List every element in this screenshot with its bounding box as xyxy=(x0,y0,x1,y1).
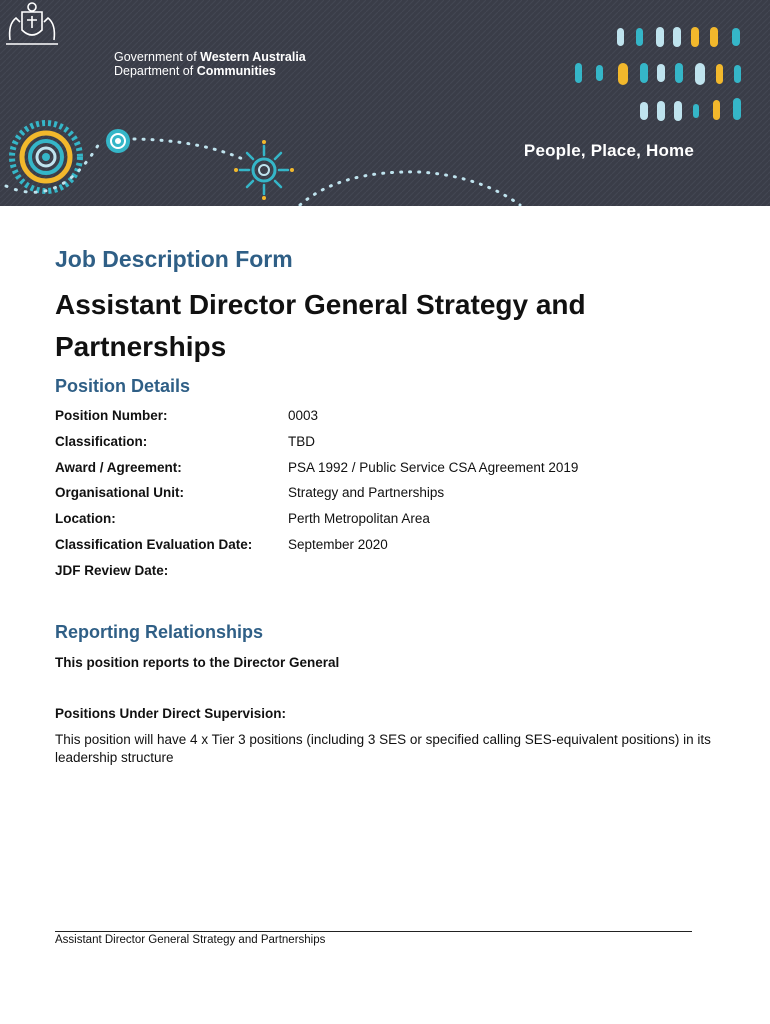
detail-label: JDF Review Date: xyxy=(55,562,169,578)
concentric-circle-icon xyxy=(12,123,80,191)
tagline: People, Place, Home xyxy=(523,141,694,160)
detail-label: Location: xyxy=(55,511,116,527)
detail-value: 0003 xyxy=(288,408,319,423)
position-details-table xyxy=(55,406,715,587)
detail-label: Position Number: xyxy=(55,408,168,423)
detail-label: Organisational Unit: xyxy=(55,485,185,501)
coat-of-arms-icon xyxy=(0,0,64,48)
detail-row xyxy=(55,458,715,484)
detail-row xyxy=(55,535,715,561)
detail-label: Award / Agreement: xyxy=(55,459,182,475)
detail-label: Classification: xyxy=(55,433,148,449)
reporting-relationships-heading: Reporting Relationships xyxy=(55,622,264,642)
detail-row xyxy=(55,483,715,509)
detail-row xyxy=(55,509,715,535)
footer-text: Assistant Director General Strategy and Partnerships xyxy=(55,934,326,946)
job-title: Assistant Director General Strategy and Partnerships xyxy=(55,289,586,362)
detail-value: PSA 1992 / Public Service CSA Agreement 2019 xyxy=(288,459,579,475)
detail-value: September 2020 xyxy=(288,536,388,552)
detail-value: Perth Metropolitan Area xyxy=(288,511,430,527)
detail-label: Classification Evaluation Date: xyxy=(55,536,253,552)
footer-divider xyxy=(55,931,692,932)
detail-row xyxy=(55,432,715,458)
detail-row xyxy=(55,561,715,587)
supervision-text: This position will have 4 x Tier 3 positions (including 3 SES or specified calling SES-equivalent positions) in its leadership structure xyxy=(55,732,711,765)
organisation-name: Government of Western Australia Department of Communities xyxy=(114,50,306,78)
detail-value: Strategy and Partnerships xyxy=(288,485,445,501)
supervision-heading: Positions Under Direct Supervision: xyxy=(55,706,287,721)
position-details-heading: Position Details xyxy=(55,376,191,396)
small-circle-icon xyxy=(106,129,130,153)
reports-to-text: This position reports to the Director General xyxy=(55,655,340,670)
aboriginal-art-pattern xyxy=(0,0,770,206)
form-title: Job Description Form xyxy=(55,246,293,272)
detail-row xyxy=(55,406,715,432)
detail-value: TBD xyxy=(288,433,315,449)
header-banner xyxy=(0,0,770,206)
